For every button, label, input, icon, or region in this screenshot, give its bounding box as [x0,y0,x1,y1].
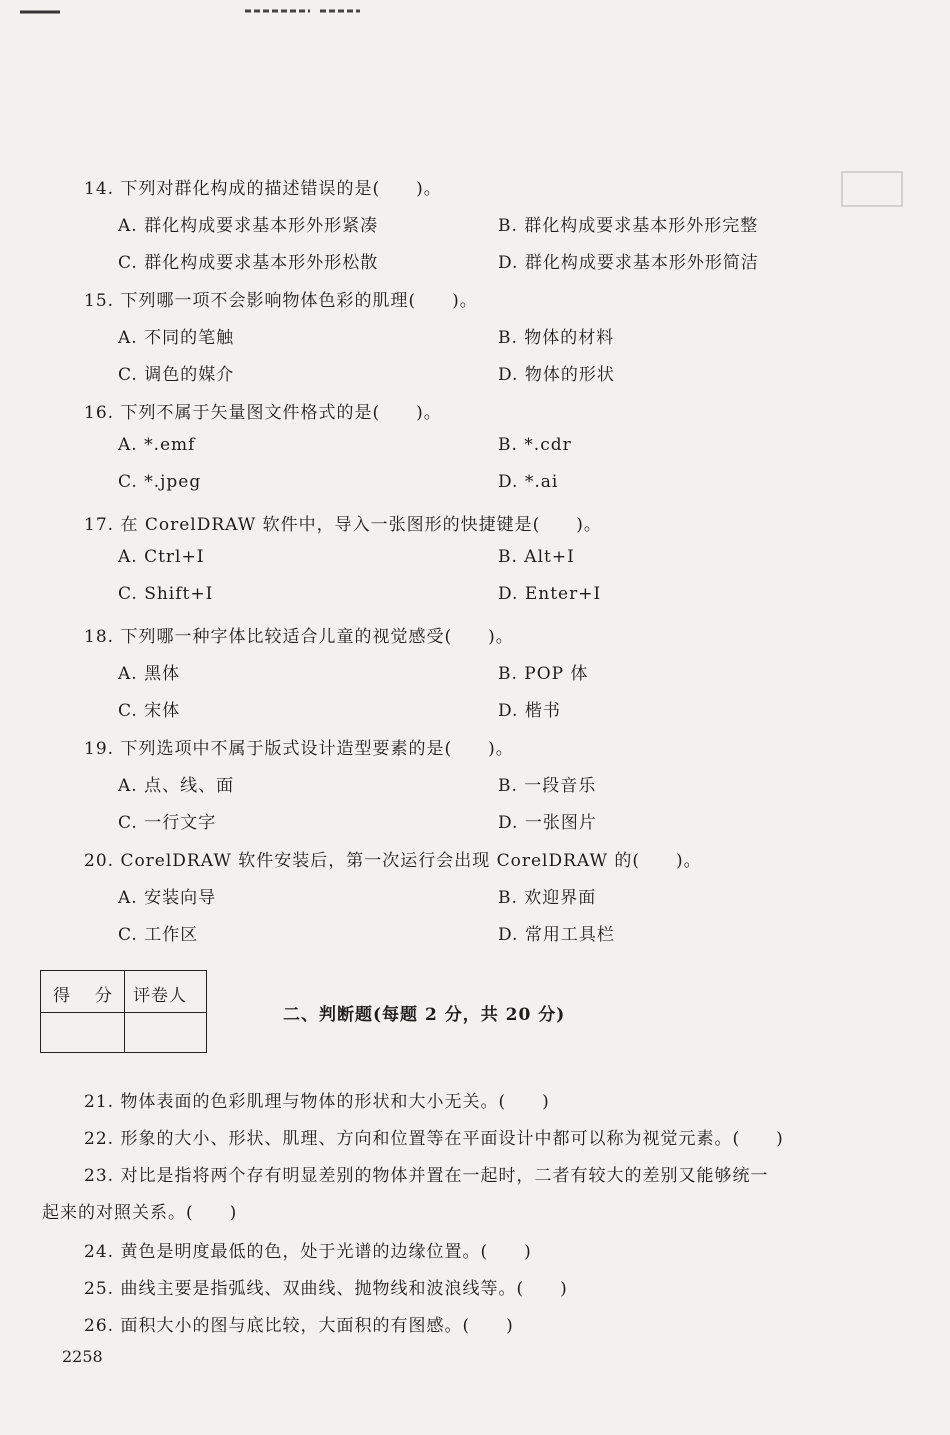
q15-option-d: D. 物体的形状 [498,365,615,385]
q18-option-b: B. POP 体 [498,664,589,684]
q17-option-c: C. Shift+I [118,584,214,604]
q20-option-c: C. 工作区 [118,925,199,945]
q20-option-a: A. 安装向导 [118,888,217,908]
judgment-26: 26. 面积大小的图与底比较，大面积的有图感。( ) [84,1316,514,1336]
question-16: 16. 下列不属于矢量图文件格式的是( )。 [84,403,442,423]
score-label: 得 分 [53,986,116,1006]
q14-option-a: A. 群化构成要求基本形外形紧凑 [118,216,379,236]
judgment-22: 22. 形象的大小、形状、肌理、方向和位置等在平面设计中都可以称为视觉元素。( ) [84,1129,784,1149]
q19-option-c: C. 一行文字 [118,813,217,833]
q16-option-b: B. *.cdr [498,435,572,455]
q19-option-d: D. 一张图片 [498,813,597,833]
top-edge-marks [20,4,360,18]
grader-label: 评卷人 [133,986,187,1006]
q17-option-b: B. Alt+I [498,547,575,567]
section-title: 二、判断题(每题 2 分，共 20 分) [283,1005,566,1025]
q20-option-b: B. 欢迎界面 [498,888,597,908]
score-table-row-line [41,1012,206,1013]
question-20: 20. CorelDRAW 软件安装后，第一次运行会出现 CorelDRAW 的( )。 [84,851,702,871]
page-number: 2258 [62,1347,103,1366]
q18-option-c: C. 宋体 [118,701,181,721]
q16-option-a: A. *.emf [118,435,196,455]
q15-option-c: C. 调色的媒介 [118,365,235,385]
q18-option-a: A. 黑体 [118,664,181,684]
bleed-box-mark [840,170,910,210]
q15-option-a: A. 不同的笔触 [118,328,235,348]
question-14: 14. 下列对群化构成的描述错误的是( )。 [84,179,442,199]
question-18: 18. 下列哪一种字体比较适合儿童的视觉感受( )。 [84,627,514,647]
q17-option-d: D. Enter+I [498,584,602,604]
judgment-24: 24. 黄色是明度最低的色，处于光谱的边缘位置。( ) [84,1242,532,1262]
judgment-25: 25. 曲线主要是指弧线、双曲线、抛物线和波浪线等。( ) [84,1279,568,1299]
question-17: 17. 在 CorelDRAW 软件中，导入一张图形的快捷键是( )。 [84,515,602,535]
q14-option-c: C. 群化构成要求基本形外形松散 [118,253,379,273]
q17-option-a: A. Ctrl+I [118,547,205,567]
judgment-23: 23. 对比是指将两个存有明显差别的物体并置在一起时，二者有较大的差别又能够统一 [84,1166,769,1186]
q18-option-d: D. 楷书 [498,701,561,721]
score-table [40,970,207,1053]
q16-option-d: D. *.ai [498,472,559,492]
question-19: 19. 下列选项中不属于版式设计造型要素的是( )。 [84,739,514,759]
question-15: 15. 下列哪一项不会影响物体色彩的肌理( )。 [84,291,478,311]
judgment-21: 21. 物体表面的色彩肌理与物体的形状和大小无关。( ) [84,1092,550,1112]
q16-option-c: C. *.jpeg [118,472,202,492]
q20-option-d: D. 常用工具栏 [498,925,615,945]
q19-option-b: B. 一段音乐 [498,776,597,796]
q14-option-b: B. 群化构成要求基本形外形完整 [498,216,759,236]
q19-option-a: A. 点、线、面 [118,776,235,796]
q15-option-b: B. 物体的材料 [498,328,615,348]
q14-option-d: D. 群化构成要求基本形外形简洁 [498,253,759,273]
judgment-23-continued: 起来的对照关系。( ) [42,1203,238,1223]
